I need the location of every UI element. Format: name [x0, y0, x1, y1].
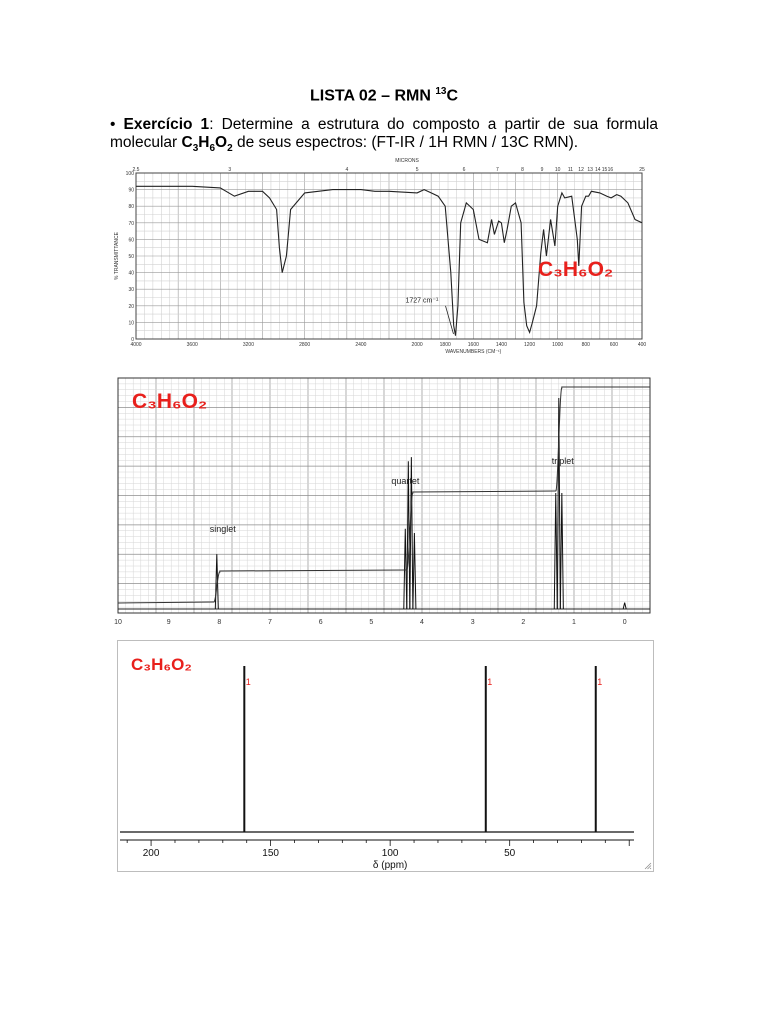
x-tick-label: 2800	[299, 342, 311, 348]
micron-tick-label: 2.5	[132, 167, 140, 173]
formula-label: C₃H₆O₂	[538, 258, 614, 281]
x-tick-label: 4000	[130, 342, 142, 348]
y-tick-label: 10	[128, 320, 134, 327]
x-tick-label: 1200	[523, 342, 536, 348]
x-tick-label: 100	[381, 848, 399, 859]
y-tick-label: 20	[128, 303, 134, 310]
peak-integral-label: 1	[487, 677, 493, 687]
y-tick-label: 90	[128, 187, 134, 194]
x-axis-label: WAVENUMBERS (CM⁻¹)	[445, 349, 502, 355]
x-axis-label: δ (ppm)	[372, 860, 408, 871]
y-tick-label: 70	[128, 220, 134, 227]
x-tick-label: 1400	[495, 342, 508, 348]
x-tick-label: 4	[420, 619, 424, 626]
x-tick-label: 3200	[242, 342, 255, 348]
x-tick-label: 2000	[411, 342, 423, 348]
x-tick-label: 0	[622, 619, 627, 626]
micron-tick-label: 10	[554, 167, 561, 173]
y-tick-label: 100	[125, 171, 134, 177]
y-tick-label: 80	[128, 204, 134, 211]
multiplicity-label: triplet	[551, 456, 574, 466]
micron-tick-label: 3	[228, 167, 232, 173]
y-tick-label: 50	[128, 254, 134, 260]
micron-tick-label: 6	[462, 167, 466, 173]
figure-frame	[118, 641, 654, 872]
x-tick-label: 1000	[552, 342, 564, 348]
ir-spectrum	[112, 158, 650, 358]
micron-tick-label: 25	[639, 167, 645, 173]
h1-nmr-spectrum	[110, 374, 654, 630]
peak-integral-label: 1	[245, 677, 251, 687]
x-tick-label: 50	[504, 848, 516, 859]
multiplicity-label: singlet	[209, 524, 236, 534]
x-tick-label: 2400	[355, 342, 367, 348]
x-tick-label: 6	[318, 619, 323, 626]
exercise-label: Exercício 1	[123, 116, 210, 133]
micron-tick-label: 8	[521, 167, 524, 173]
x-tick-label: 3600	[186, 342, 198, 348]
micron-tick-label: 12	[578, 167, 584, 173]
micron-tick-label: 13	[587, 167, 593, 173]
micron-tick-label: 5	[415, 167, 419, 173]
micron-tick-label: 14	[595, 167, 601, 173]
x-tick-label: 2	[521, 619, 526, 626]
x-tick-label: 1800	[439, 342, 451, 348]
x-tick-label: 8	[217, 619, 222, 626]
bullet: •	[110, 116, 116, 133]
x-tick-label: 9	[166, 619, 171, 626]
x-tick-label: 1600	[467, 342, 479, 348]
nmr-peak	[623, 603, 626, 609]
x-tick-label: 5	[369, 619, 374, 626]
y-axis-label: % TRANSMITTANCE	[114, 232, 120, 280]
top-axis-label: MICRONS	[395, 158, 419, 164]
x-tick-label: 600	[609, 342, 619, 348]
annotation-arrow	[445, 306, 453, 334]
x-tick-label: 150	[262, 848, 279, 859]
micron-tick-label: 7	[496, 167, 499, 173]
micron-tick-label: 15	[601, 167, 608, 173]
formula-label: C₃H₆O₂	[132, 390, 208, 413]
nmr-peak	[554, 493, 557, 609]
peak-annotation: 1727 cm⁻¹	[405, 297, 439, 305]
y-tick-label: 40	[128, 270, 134, 277]
x-tick-label: 1	[572, 619, 576, 626]
micron-tick-label: 4	[345, 167, 349, 173]
micron-tick-label: 9	[540, 167, 544, 173]
exercise-statement: • Exercício 1: Determine a estrutura do composto a partir de sua formula molecular $C_3H_6O_2$ de seus espectros: (FT-IR / 1H RMN / 13C RMN).	[110, 116, 658, 155]
x-tick-label: 400	[637, 342, 647, 348]
x-tick-label: 7	[268, 619, 272, 626]
micron-tick-label: 16	[607, 167, 614, 173]
micron-tick-label: 11	[567, 167, 574, 173]
resize-grip	[650, 868, 651, 869]
x-tick-label: 10	[114, 619, 122, 626]
y-tick-label: 30	[128, 287, 134, 294]
molecular-formula: $C_3H_6O_2$	[181, 134, 233, 155]
formula-label: C₃H₆O₂	[131, 655, 192, 674]
c13-nmr-spectrum	[117, 640, 654, 872]
x-tick-label: 200	[142, 848, 160, 859]
multiplicity-label: quartet	[391, 476, 420, 486]
x-tick-label: 800	[581, 342, 590, 348]
y-tick-label: 0	[131, 337, 134, 343]
nmr-peak	[404, 529, 407, 609]
nmr-peak	[560, 493, 563, 609]
y-tick-label: 60	[128, 237, 134, 244]
page-title: LISTA 02 – RMN $^{13}$C	[309, 86, 459, 105]
peak-integral-label: 1	[597, 677, 603, 687]
x-tick-label: 3	[470, 619, 475, 626]
